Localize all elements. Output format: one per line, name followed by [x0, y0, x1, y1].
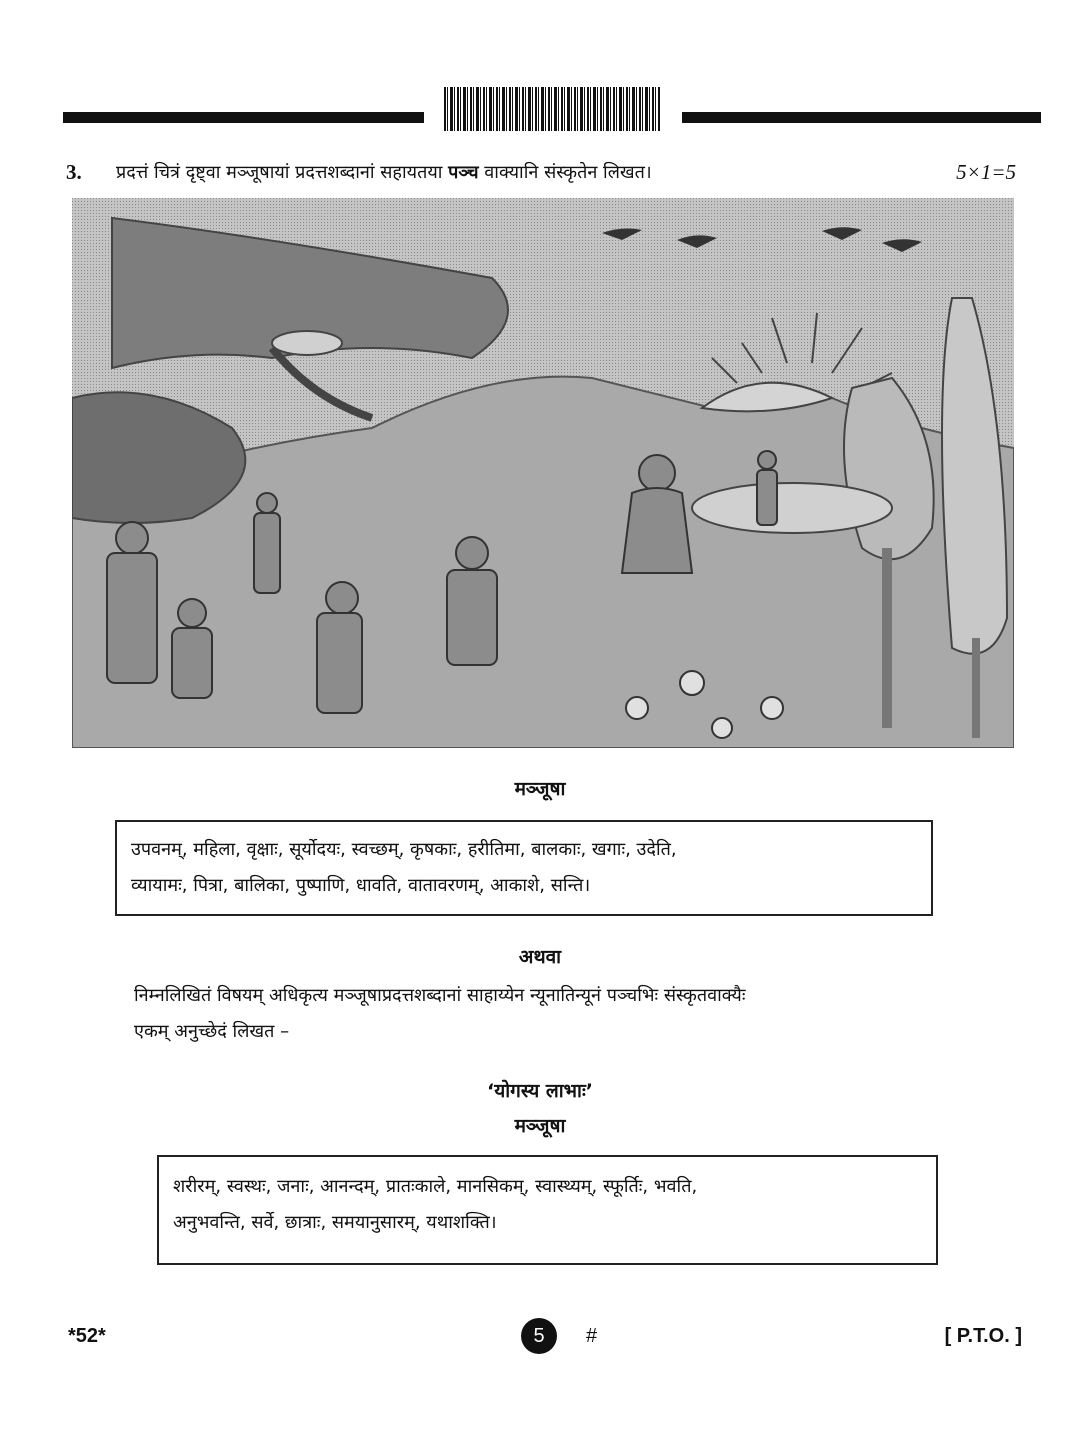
question-text-part2: वाक्यानि संस्कृतेन लिखत। — [478, 162, 652, 183]
picture-composition-image — [72, 198, 1014, 748]
header-rule-right — [682, 112, 1041, 123]
barcode — [444, 87, 660, 131]
alternative-heading: अथवा — [518, 946, 562, 968]
question-text — [116, 160, 956, 184]
footer-pto: [ P.T.O. ] — [944, 1325, 1022, 1347]
essay-topic: ‘योगस्य लाभाः’ — [486, 1080, 594, 1102]
question-number: 3. — [66, 159, 82, 184]
question-marks: 5×1=5 — [956, 159, 1016, 184]
alternative-instruction-line-1: निम्नलिखितं विषयम् अधिकृत्य मञ्जूषाप्रदत्तशब्दानां साहाय्येन न्यूनातिन्यूनं पञ्चभिः संस्कृतवाक्यैः — [134, 985, 746, 1006]
word-box-1 — [115, 820, 933, 916]
word-box-2 — [157, 1155, 938, 1265]
page-number-badge — [521, 1318, 557, 1354]
footer-paper-code: *52* — [68, 1325, 106, 1347]
word-box-2-line-2: अनुभवन्ति, सर्वे, छात्राः, समयानुसारम्, यथाशक्ति। — [173, 1212, 497, 1233]
question-row — [66, 155, 1016, 189]
alternative-instruction — [134, 978, 1014, 1050]
question-text-bold: पञ्च — [448, 162, 479, 183]
word-box-1-heading: मञ्जूषा — [514, 778, 566, 800]
word-box-2-heading: मञ्जूषा — [514, 1115, 566, 1137]
word-box-1-line-2: व्यायामः, पित्रा, बालिका, पुष्पाणि, धावति, वातावरणम्, आकाशे, सन्ति। — [131, 875, 591, 896]
footer-hash-mark: # — [586, 1325, 598, 1347]
word-box-2-line-1: शरीरम्, स्वस्थः, जनाः, आनन्दम्, प्रातःकाले, मानसिकम्, स्वास्थ्यम्, स्फूर्तिः, भवति, — [173, 1176, 698, 1197]
park-scene-illustration — [72, 198, 1014, 748]
word-box-1-line-1: उपवनम्, महिला, वृक्षाः, सूर्योदयः, स्वच्छम्, कृषकाः, हरीतिमा, बालकाः, खगाः, उदेति, — [131, 839, 677, 860]
question-text-part1: प्रदत्तं चित्रं दृष्ट्वा मञ्जूषायां प्रदत्तशब्दानां सहायतया — [116, 162, 449, 183]
alternative-instruction-line-2: एकम् अनुच्छेदं लिखत – — [134, 1021, 290, 1042]
page-number: 5 — [533, 1324, 545, 1347]
header-rule-left — [63, 112, 424, 123]
